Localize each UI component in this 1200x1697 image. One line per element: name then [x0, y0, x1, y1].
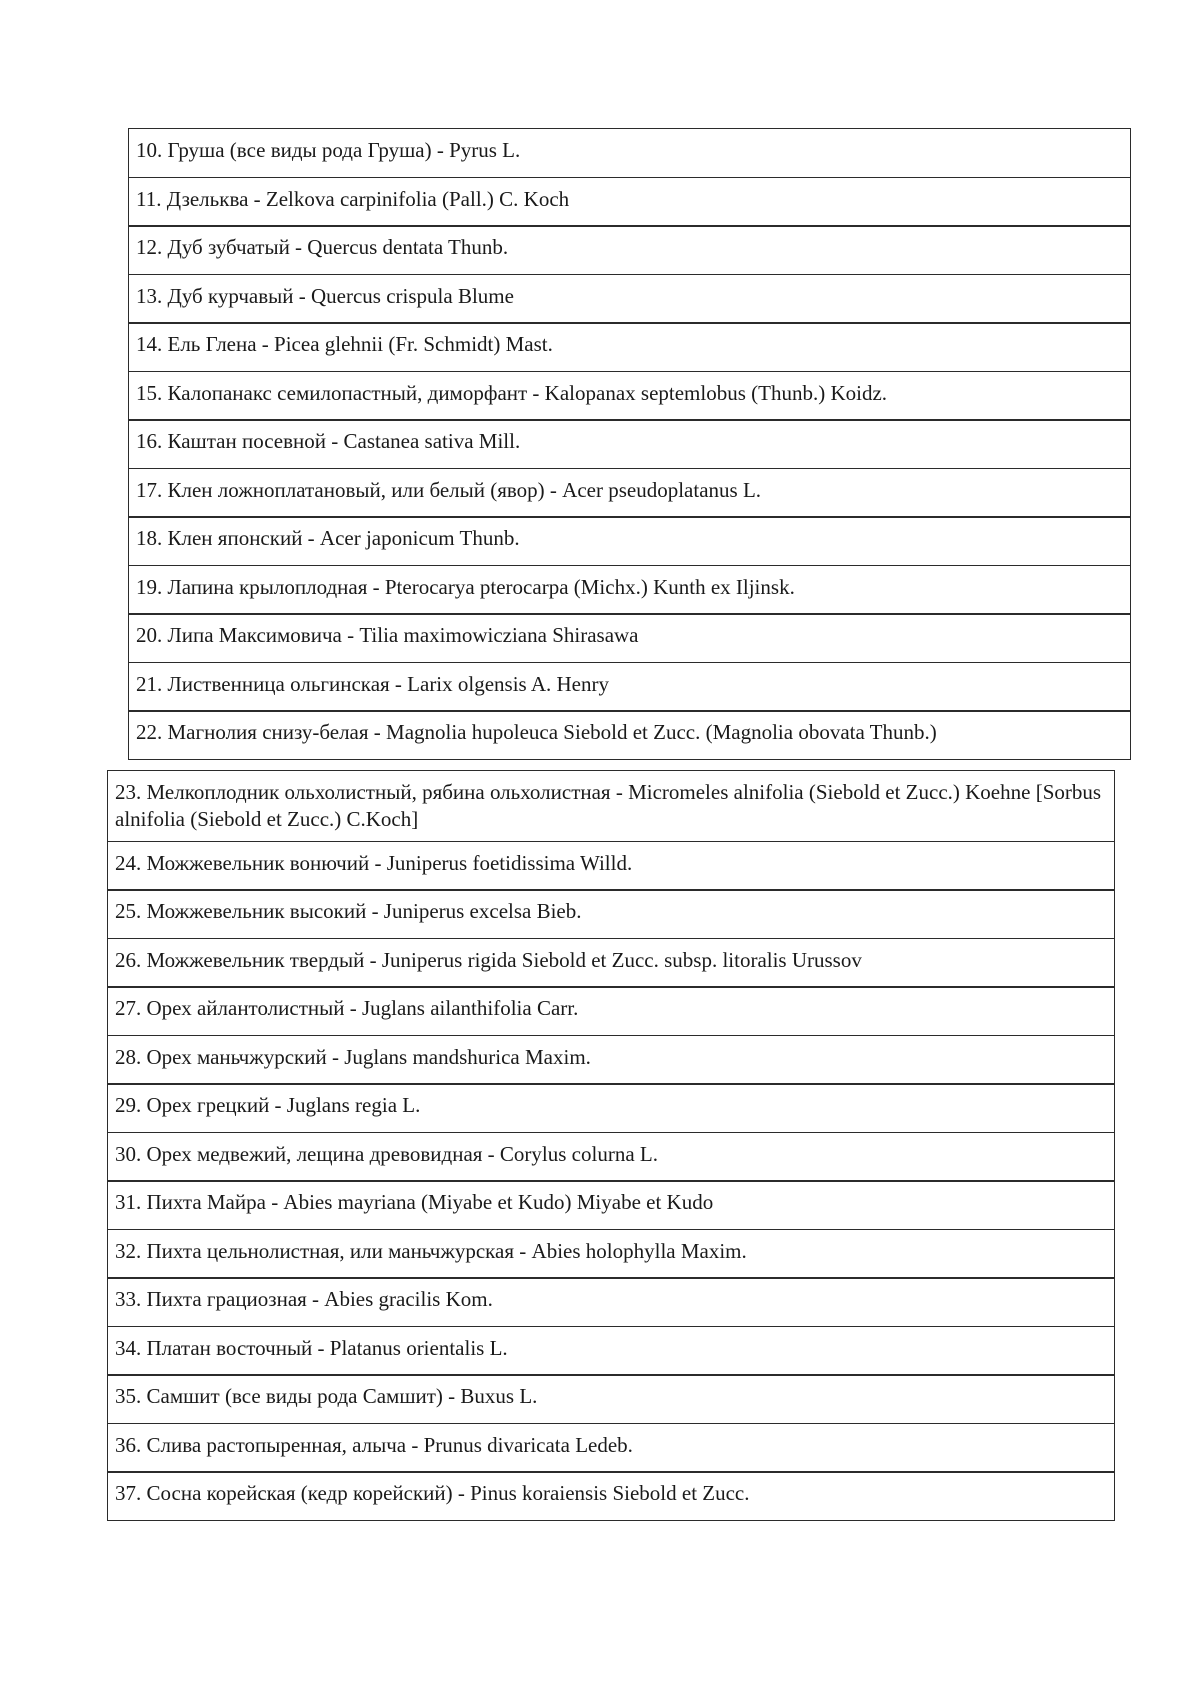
species-table-lower	[107, 770, 1115, 1521]
table-row: 22. Магнолия снизу-белая - Magnolia hupoleuca Siebold et Zucc. (Magnolia obovata Thunb.)	[128, 710, 1131, 760]
table-row: 32. Пихта цельнолистная, или маньчжурская - Abies holophylla Maxim.	[107, 1229, 1115, 1279]
table-row: 33. Пихта грациозная - Abies gracilis Kom.	[107, 1277, 1115, 1327]
table-row: 35. Самшит (все виды рода Самшит) - Buxus L.	[107, 1374, 1115, 1424]
table-row: 11. Дзельква - Zelkova carpinifolia (Pall.) C. Koch	[128, 177, 1131, 227]
table-row: 26. Можжевельник твердый - Juniperus rigida Siebold et Zucc. subsp. litoralis Urussov	[107, 938, 1115, 988]
table-row: 21. Лиственница ольгинская - Larix olgensis A. Henry	[128, 662, 1131, 712]
table-row: 23. Мелкоплодник ольхолистный, рябина ольхолистная - Micromeles alnifolia (Siebold et Zucc.) Koehne [Sorbus alnifolia (Siebold et Zucc.) C.Koch]	[107, 770, 1115, 842]
table-row: 13. Дуб курчавый - Quercus crispula Blume	[128, 274, 1131, 324]
table-row: 31. Пихта Майра - Abies mayriana (Miyabe et Kudo) Miyabe et Kudo	[107, 1180, 1115, 1230]
table-row: 36. Слива растопыренная, алыча - Prunus divaricata Ledeb.	[107, 1423, 1115, 1473]
table-row: 18. Клен японский - Acer japonicum Thunb.	[128, 516, 1131, 566]
table-row: 14. Ель Глена - Picea glehnii (Fr. Schmidt) Mast.	[128, 322, 1131, 372]
table-row: 25. Можжевельник высокий - Juniperus excelsa Bieb.	[107, 889, 1115, 939]
species-table-upper	[128, 128, 1131, 760]
table-row: 12. Дуб зубчатый - Quercus dentata Thunb.	[128, 225, 1131, 275]
table-row: 28. Орех маньчжурский - Juglans mandshurica Maxim.	[107, 1035, 1115, 1085]
table-row: 37. Сосна корейская (кедр корейский) - Pinus koraiensis Siebold et Zucc.	[107, 1471, 1115, 1521]
table-row: 20. Липа Максимовича - Tilia maximowicziana Shirasawa	[128, 613, 1131, 663]
table-row: 29. Орех грецкий - Juglans regia L.	[107, 1083, 1115, 1133]
table-row: 34. Платан восточный - Platanus orientalis L.	[107, 1326, 1115, 1376]
table-row: 27. Орех айлантолистный - Juglans ailanthifolia Carr.	[107, 986, 1115, 1036]
table-row: 10. Груша (все виды рода Груша) - Pyrus L.	[128, 128, 1131, 178]
table-row: 19. Лапина крылоплодная - Pterocarya pterocarpa (Michx.) Kunth ex Iljinsk.	[128, 565, 1131, 615]
table-row: 17. Клен ложноплатановый, или белый (явор) - Acer pseudoplatanus L.	[128, 468, 1131, 518]
table-row: 24. Можжевельник вонючий - Juniperus foetidissima Willd.	[107, 841, 1115, 891]
table-row: 15. Калопанакс семилопастный, диморфант - Kalopanax septemlobus (Thunb.) Koidz.	[128, 371, 1131, 421]
table-row: 16. Каштан посевной - Castanea sativa Mill.	[128, 419, 1131, 469]
table-row: 30. Орех медвежий, лещина древовидная - Corylus colurna L.	[107, 1132, 1115, 1182]
